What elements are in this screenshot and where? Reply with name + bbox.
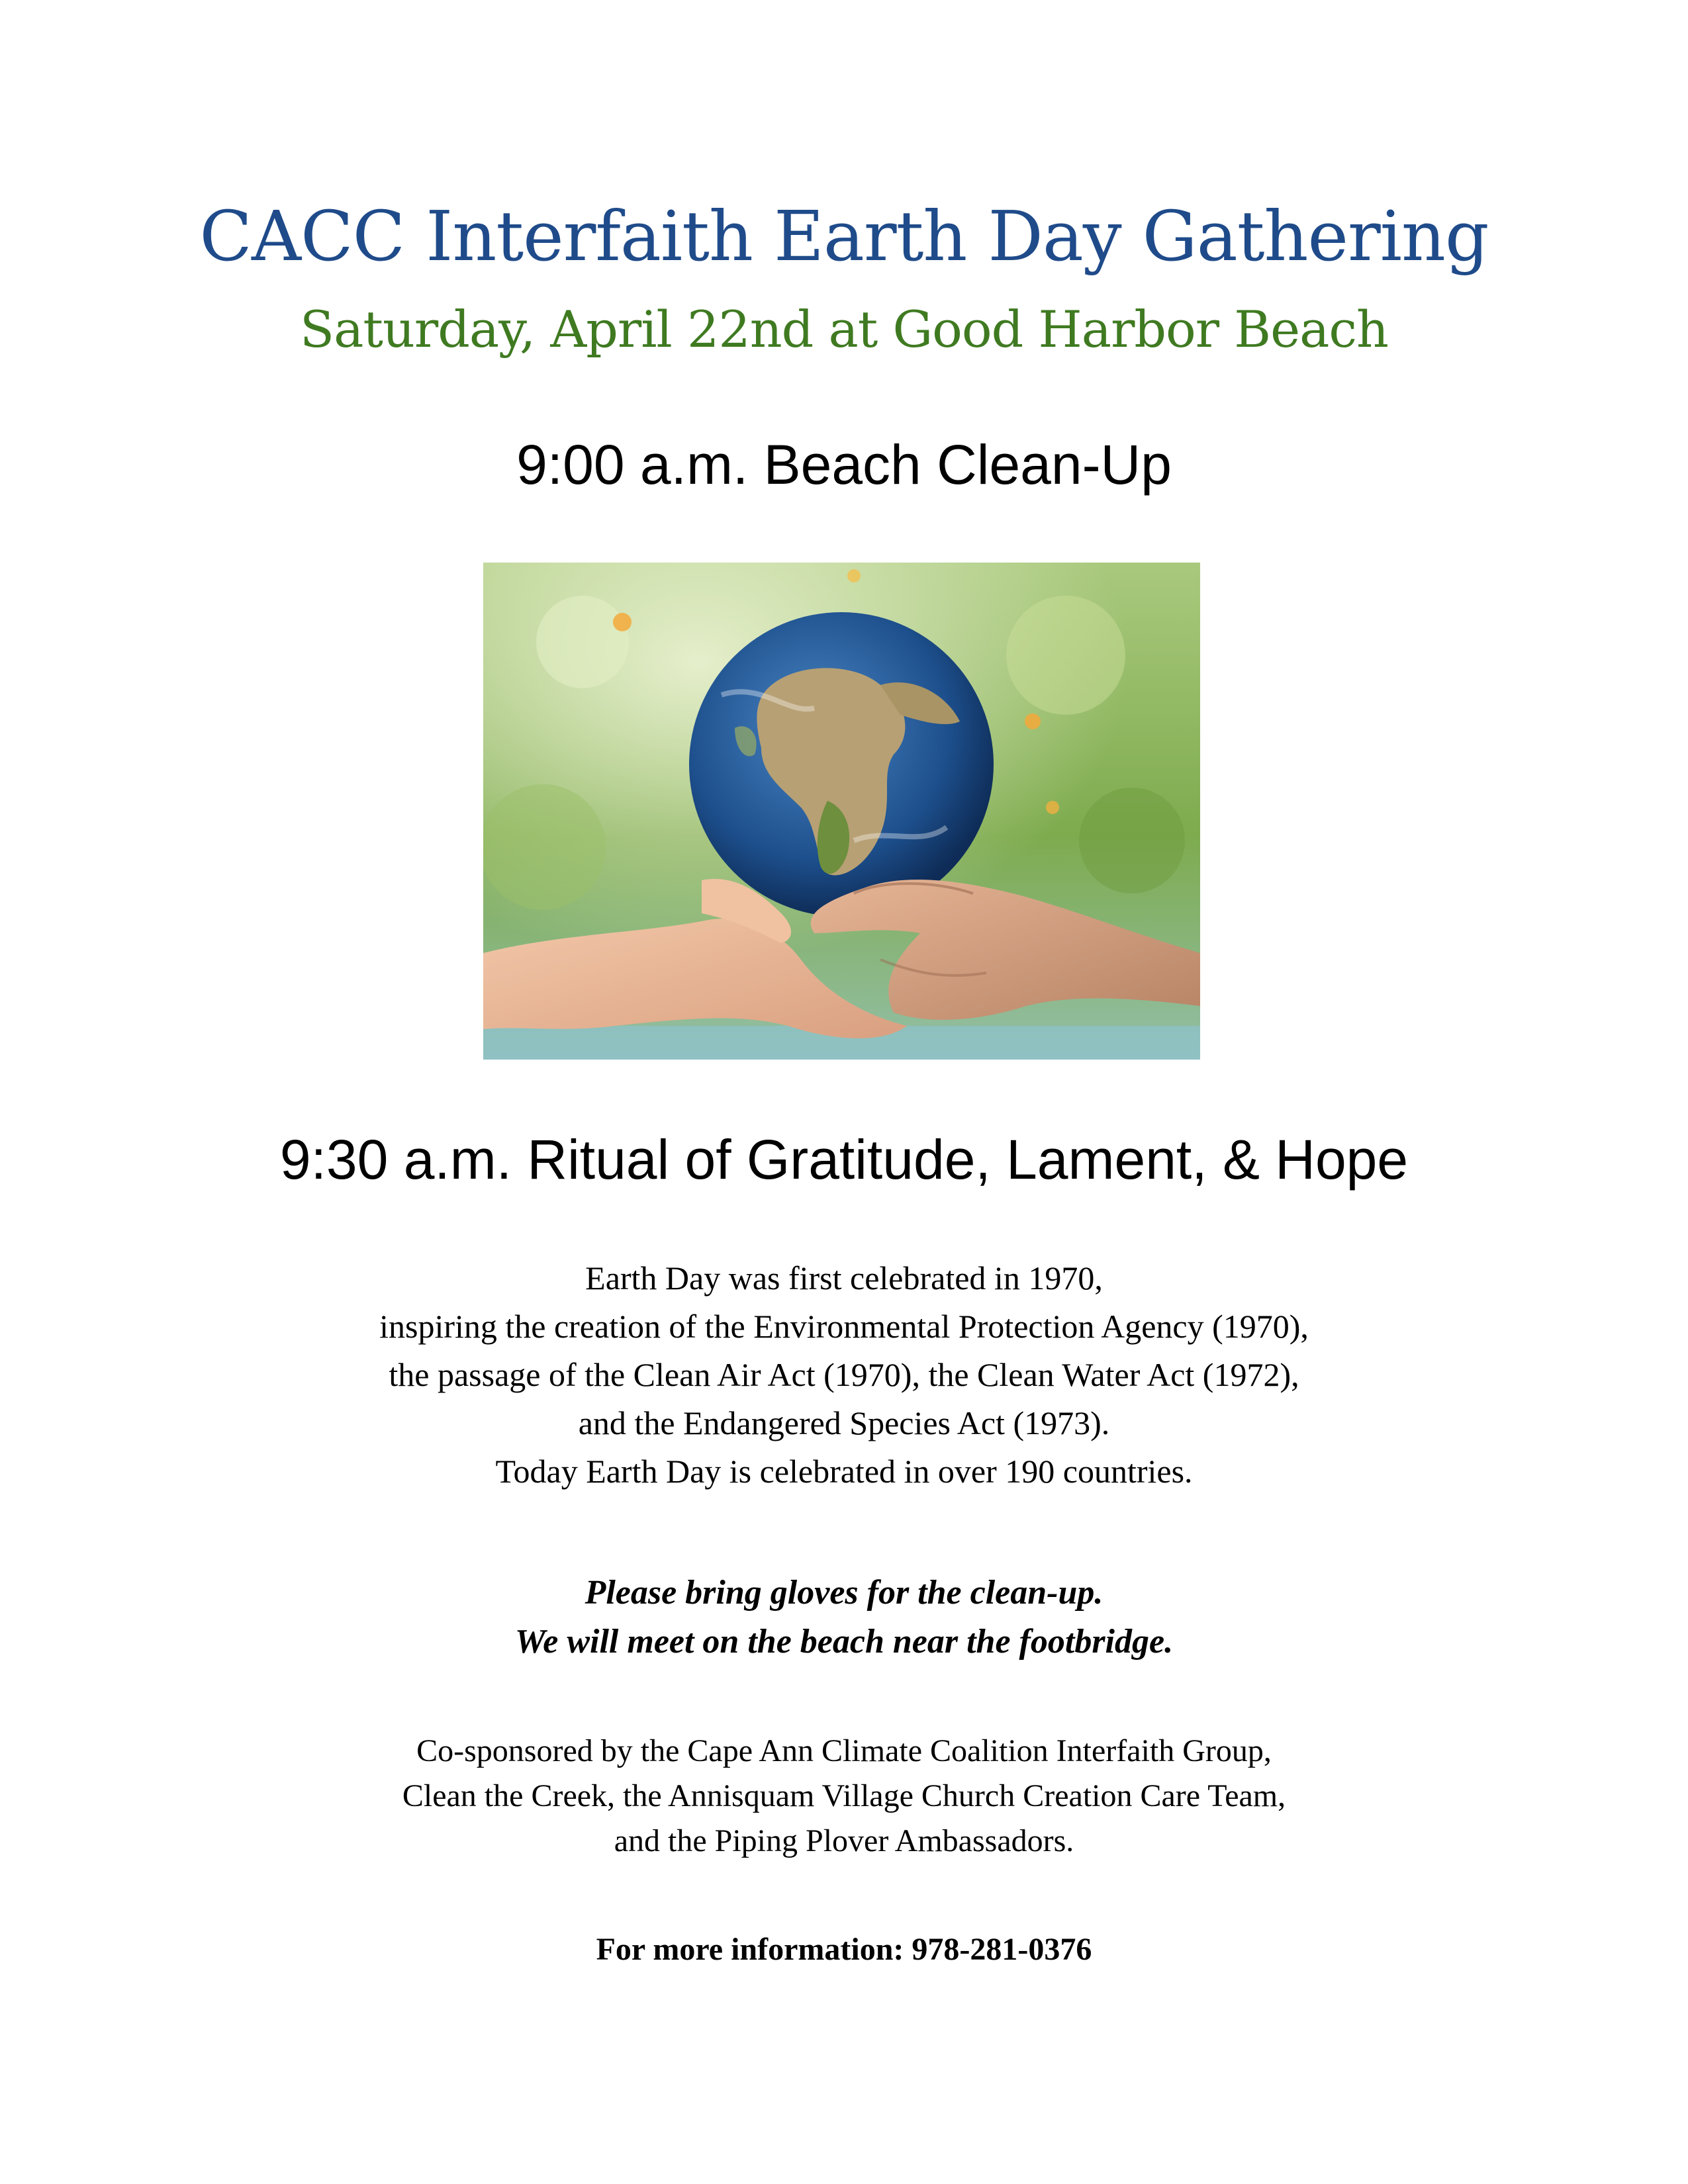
schedule-item-ritual: 9:30 a.m. Ritual of Gratitude, Lament, & Hope — [279, 1128, 1409, 1191]
sponsor-line: and the Piping Plover Ambassadors. — [614, 1823, 1074, 1858]
earth-in-hands-image — [483, 563, 1200, 1060]
sponsors-paragraph — [0, 1729, 1688, 1864]
history-paragraph — [0, 1254, 1688, 1496]
flyer-title: CACC Interfaith Earth Day Gathering — [199, 196, 1489, 277]
history-line: and the Endangered Species Act (1973). — [578, 1404, 1110, 1441]
contact-info: For more information: 978-281-0376 — [596, 1932, 1092, 1967]
history-line: the passage of the Clean Air Act (1970), the Clean Water Act (1972), — [389, 1356, 1299, 1393]
flyer-subtitle: Saturday, April 22nd at Good Harbor Beach — [300, 300, 1388, 359]
instructions-note — [0, 1569, 1688, 1666]
history-line: inspiring the creation of the Environmental Protection Agency (1970), — [379, 1308, 1309, 1345]
note-line: Please bring gloves for the clean-up. — [585, 1574, 1103, 1612]
history-line: Today Earth Day is celebrated in over 190 countries. — [495, 1453, 1193, 1490]
schedule-item-cleanup: 9:00 a.m. Beach Clean-Up — [516, 433, 1172, 496]
sponsor-line: Clean the Creek, the Annisquam Village Church Creation Care Team, — [402, 1778, 1286, 1813]
note-line: We will meet on the beach near the footbridge. — [514, 1623, 1174, 1661]
sponsor-line: Co-sponsored by the Cape Ann Climate Coalition Interfaith Group, — [416, 1733, 1272, 1768]
history-line: Earth Day was first celebrated in 1970, — [585, 1259, 1103, 1297]
